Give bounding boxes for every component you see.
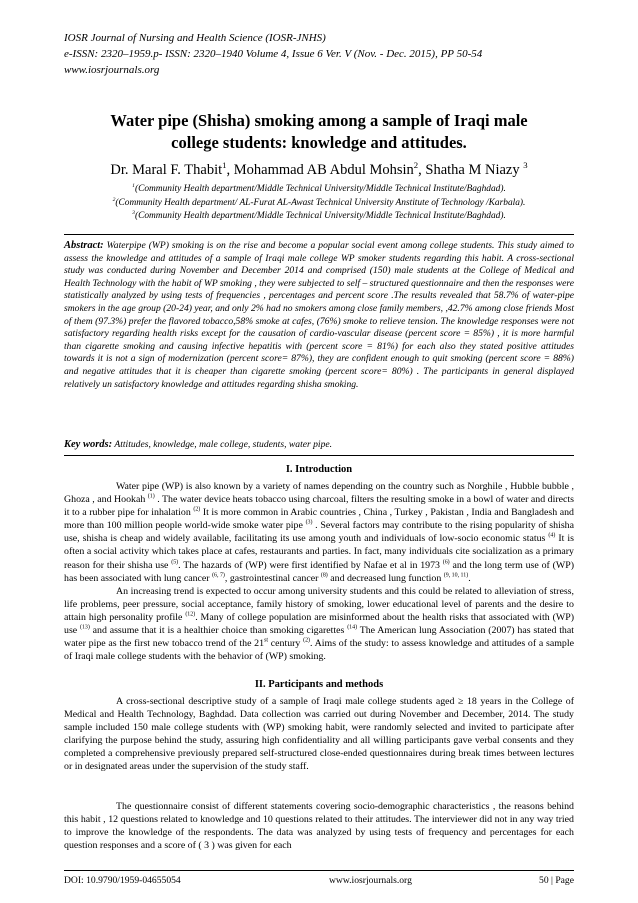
keywords: [64, 438, 574, 451]
affiliation-1-num: 1: [132, 182, 135, 189]
journal-name: IOSR Journal of Nursing and Health Science (IOSR-JNHS): [64, 32, 326, 44]
text-run: . Many of college population are misinformed about the health risks that associated with (WP) use: [64, 612, 574, 637]
author-3: Shatha M Niazy: [425, 162, 520, 178]
citation: (2): [303, 638, 310, 645]
author-list: Dr. Maral F. Thabit$^1$, Mohammad AB Abdul Mohsin$^2$, Shatha M Niazy $^3$: [110, 160, 528, 178]
citation: (8): [320, 572, 328, 579]
citation: (14): [347, 624, 358, 631]
ordinal-suffix: st: [264, 638, 269, 645]
citation: (6): [442, 559, 450, 566]
abstract-text: Waterpipe (WP) smoking is on the rise and become a popular social event among college students. This study aimed to assess the knowledge and attitudes of a sample of Iraqi male college WP smoker students regarding this habit. A cross-sectional study was conducted during November and December 2014 and comprised (150) male students at the College of Medical and Health Technology with the habit of WP smoking , they were subjected to self – structured questionnaire and then the responses were statistically analyzed by using tests of frequencies , percentages and percent score .The results revealed that 58.7% of water-pipe smokers in the age group (20-24) year, and only 2% had no smokers among close family members, ,42.7% among close friends Most of them (97.3%) prefer the flavored tobacco,58% smoke at cafes, (76%) smoke to relieve tension. The knowledge responses were not satisfactory regarding health risks except for the causation of cardio-vascular disease (percent score = 85%) , it is more harmful than cigarette smoking and causing infective hepatitis with (percent score = 81%) for each also they stated positive attitudes towards it is not a sign of modernization (percent score= 87%), they are confident enough to quit smoking (percent score = 88%) and negative attitudes that it is cheaper than cigarette smoking (percent score= 80%) . The participants in general displayed relatively un satisfactory knowledge and attitudes regarding shisha smoking.: [64, 240, 574, 390]
section-introduction-heading: I. Introduction: [285, 464, 353, 475]
paper-title: [64, 110, 574, 154]
abstract-top-rule: [64, 234, 574, 235]
author-1-affil: 1: [222, 160, 227, 171]
footer-rule: [64, 870, 574, 871]
journal-issn: e-ISSN: 2320–1959.p- ISSN: 2320–1940 Volume 4, Issue 6 Ver. V (Nov. - Dec. 2015), PP 50-54: [64, 48, 483, 60]
title-line-1: Water pipe (Shisha) smoking among a sample of Iraqi male: [110, 111, 528, 130]
text-run: . Several factors may contribute to the rising popularity of shisha use, shisha is cheap and widely available, facilitating its use among youth and individuals of low-socio economic status: [64, 520, 574, 545]
methods-paragraph-2: The questionnaire consist of different statements covering socio-demographic characteristics , the reasons behind this habit , 12 questions related to knowledge and 10 questions related to their attitudes. The interviewer did not in any way tried to improve the knowledge of the respondents. The data was analyzed by using tests of frequency and percentages for each question responses and a score of ( 3 ) was given for each: [64, 801, 574, 852]
affiliation-3: [64, 210, 574, 224]
author-2: Mohammad AB Abdul Mohsin: [233, 162, 414, 178]
citation: (13): [79, 624, 90, 631]
text-run: . Aims of the study: to assess knowledge and attitudes of a sample of Iraqi male college students with the behavior of (WP) smoking.: [64, 638, 574, 663]
title-line-2: college students: knowledge and attitudes.: [171, 133, 467, 152]
text-run: and assume that it is a healthier choice than smoking cigarettes: [89, 625, 348, 637]
text-run: and the long term use of (WP) has been associated with lung cancer: [64, 559, 574, 584]
abstract-bottom-rule: [64, 455, 574, 456]
affiliation-2-text: (Community Health department/ AL-Furat AL-Awast Technical University Anstitute of Technology /Karbala).: [115, 197, 526, 208]
footer-website: www.iosrjournals.org: [329, 875, 412, 886]
citation: (9, 10, 11): [443, 572, 469, 579]
affiliations: [64, 183, 574, 224]
text-run: , gastrointestinal cancer: [224, 572, 321, 584]
text-run: Water pipe (WP) is also known by a variety of names depending on the country such as Norghile , Hubble bubble , Ghoza , and Hookah: [64, 481, 574, 506]
introduction-paragraph-2: [64, 585, 574, 664]
affiliation-1-text: (Community Health department/Middle Technical University/Middle Technical Institute/Baghdad).: [134, 184, 506, 194]
author-3-affil: 3: [523, 160, 528, 171]
footer-doi: DOI: 10.9790/1959-04655054: [64, 875, 181, 886]
affiliation-2-num: 2: [112, 196, 116, 203]
journal-website: www.iosrjournals.org: [64, 64, 160, 76]
text-run: The American lung Association (2007) has stated that water pipe as the first new tobacco trend of the 21: [64, 625, 574, 650]
text-run: It is more common in Arabic countries , China , Turkey , Pakistan , India and Bangladesh and more than 100 million people world-wide smoke water pipe: [64, 507, 574, 532]
methods-paragraph-1: A cross-sectional descriptive study of a sample of Iraqi male college students aged ≥ 18 years in the College of Medical and Health Technology, Baghdad. Data collection was carried out during November and December, 2014. The study sample included 150 male college students with (WP) smoking habit, were randomly selected and invited to participate after clarifying the purpose behind the study, assuring high confidentiality and all willing participants gave verbal consents and they completed a comprehensive previously prepared self-structured close-ended questionnaires during break times between lectures or in designated areas under the supervision of the study staff.: [64, 696, 574, 773]
text-run: and decreased lung function: [327, 572, 444, 584]
abstract-label: Abstract:: [64, 240, 104, 251]
journal-header: [64, 30, 584, 78]
author-1: Dr. Maral F. Thabit: [110, 162, 223, 178]
citation: (4): [548, 533, 556, 540]
citation: (2): [193, 506, 201, 513]
author-2-affil: 2: [413, 160, 419, 171]
section-methods-heading: II. Participants and methods: [254, 679, 384, 690]
text-run: An increasing trend is expected to occur among university students and this could be related to alleviation of stress, life problems, peer pressure, social acceptance, family history of smoking, lower educational level of parents and the desire to attain high personality profile: [64, 586, 574, 624]
text-run: . The water device heats tobacco using charcoal, filters the resulting smoke in a bowl of water and directs it to a rubber pipe for inhalation: [64, 494, 574, 519]
affiliation-1: [64, 183, 574, 197]
text-run: century: [268, 638, 304, 650]
footer-page-number: 50 | Page: [539, 875, 574, 886]
affiliation-3-text: (Community Health department/Middle Technical University/Middle Technical Institute/Baghdad).: [134, 211, 506, 221]
affiliation-3-num: 3: [132, 209, 135, 216]
abstract: [64, 240, 574, 391]
text-run: It is often a social activity which takes place at cafes, restaurants and parties. In fact, many individuals cite socialization as a primary reason for their shisha use: [64, 533, 574, 571]
affiliation-2: [64, 197, 574, 211]
text-run: . The hazards of (WP) were first identified by Nafae et al in 1973: [178, 559, 443, 571]
citation: (5): [171, 559, 179, 566]
keywords-label: Key words:: [64, 439, 113, 450]
keywords-text: Attitudes, knowledge, male college, students, water pipe.: [114, 439, 333, 450]
text-run: .: [468, 572, 471, 584]
citation: (6, 7): [212, 572, 225, 579]
citation: (12): [185, 611, 196, 618]
citation: (1): [147, 493, 155, 500]
citation: (3): [305, 519, 313, 526]
introduction-paragraph-1: [64, 480, 574, 585]
